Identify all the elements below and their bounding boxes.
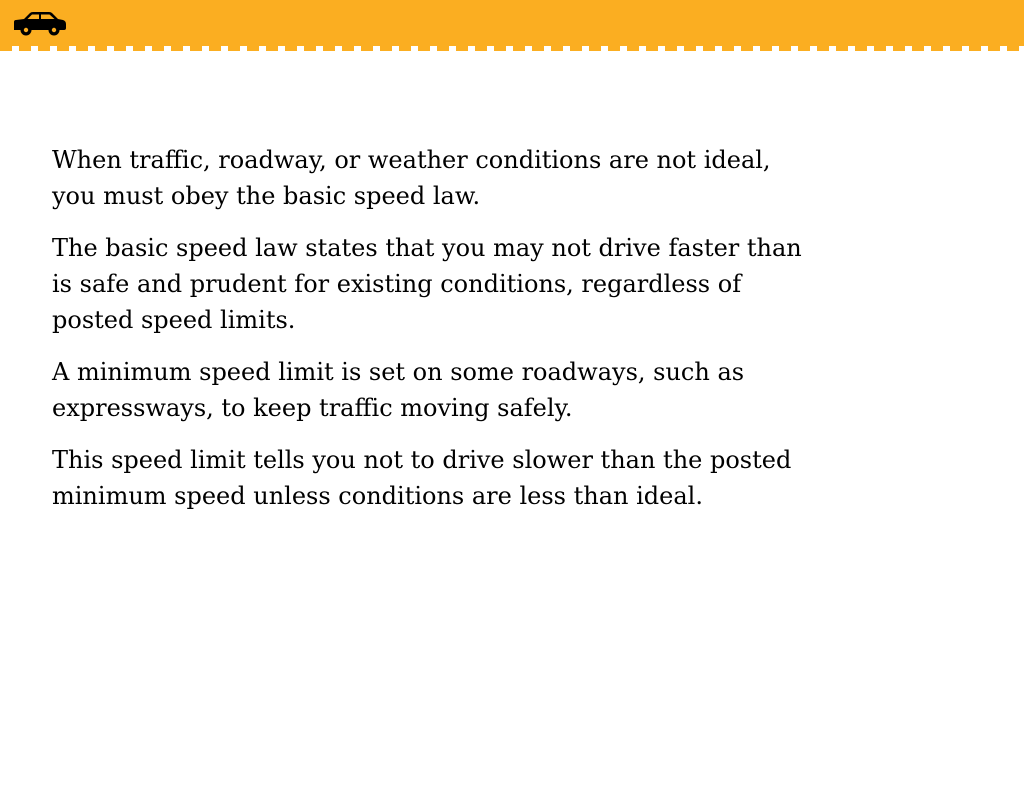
paragraph-minimum-speed-rule: This speed limit tells you not to drive slower than the posted minimum speed unless conditions are less than ideal.	[52, 446, 792, 510]
header-dashed-edge	[0, 46, 1024, 51]
header-band	[0, 0, 1024, 46]
paragraph-basic-speed-law-definition: The basic speed law states that you may not drive faster than is safe and prudent for existing conditions, regardless of posted speed limits.	[52, 234, 802, 334]
car-icon	[12, 9, 68, 37]
body-text	[52, 142, 812, 530]
paragraph-basic-speed-law-intro: When traffic, roadway, or weather conditions are not ideal, you must obey the basic speed law.	[52, 146, 771, 210]
paragraph-minimum-speed-limit: A minimum speed limit is set on some roadways, such as expressways, to keep traffic moving safely.	[52, 358, 745, 422]
